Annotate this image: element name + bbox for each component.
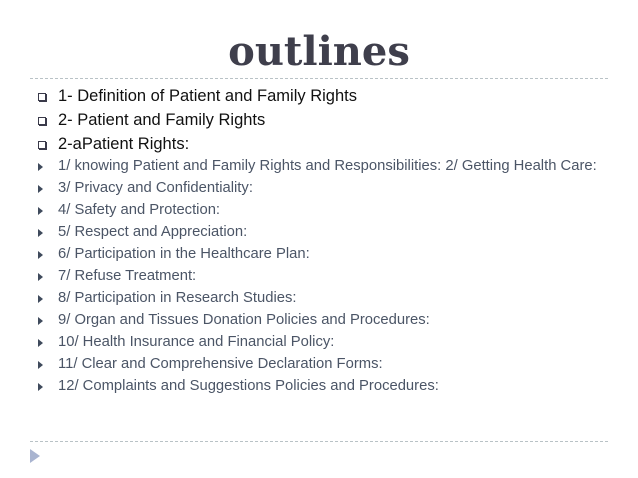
triangle-bullet-icon xyxy=(38,251,43,259)
list-item-text: 9/ Organ and Tissues Donation Policies and Procedures: xyxy=(58,312,430,328)
triangle-bullet-icon xyxy=(38,317,43,325)
bottom-dashed-divider xyxy=(30,441,608,442)
triangle-bullet-icon xyxy=(38,339,43,347)
list-item xyxy=(38,86,608,107)
list-item xyxy=(38,312,608,329)
list-item-text: 8/ Participation in Research Studies: xyxy=(58,290,297,306)
outline-list xyxy=(38,86,608,400)
list-item xyxy=(38,180,608,197)
list-item xyxy=(38,334,608,351)
list-item-text: 5/ Respect and Appreciation: xyxy=(58,224,248,240)
square-bullet-icon xyxy=(38,141,46,149)
list-item xyxy=(38,110,608,131)
list-item-text: 4/ Safety and Protection: xyxy=(58,202,221,218)
list-item xyxy=(38,268,608,285)
corner-arrow-icon xyxy=(30,449,40,463)
list-item xyxy=(38,290,608,307)
triangle-bullet-icon xyxy=(38,229,43,237)
list-item-text: 6/ Participation in the Healthcare Plan: xyxy=(58,246,310,262)
square-bullet-icon xyxy=(38,93,46,101)
triangle-bullet-icon xyxy=(38,295,43,303)
square-bullet-icon xyxy=(38,117,46,125)
list-item-text: 7/ Refuse Treatment: xyxy=(58,268,197,284)
triangle-bullet-icon xyxy=(38,361,43,369)
top-dashed-divider xyxy=(30,78,608,79)
list-item-text: 11/ Clear and Comprehensive Declaration Forms: xyxy=(58,356,383,372)
list-item xyxy=(38,202,608,219)
list-item-text: 1- Definition of Patient and Family Rights xyxy=(58,87,357,105)
triangle-bullet-icon xyxy=(38,185,43,193)
list-item-text: 12/ Complaints and Suggestions Policies and Procedures: xyxy=(58,378,439,394)
list-item-text: 1/ knowing Patient and Family Rights and Responsibilities: 2/ Getting Health Care: xyxy=(58,158,597,174)
list-item-text: 3/ Privacy and Confidentiality: xyxy=(58,180,253,196)
list-item-text: 10/ Health Insurance and Financial Policy: xyxy=(58,334,335,350)
triangle-bullet-icon xyxy=(38,163,43,171)
list-item xyxy=(38,224,608,241)
list-item xyxy=(38,356,608,373)
triangle-bullet-icon xyxy=(38,383,43,391)
list-item xyxy=(38,246,608,263)
list-item xyxy=(38,158,608,175)
list-item xyxy=(38,134,608,155)
list-item xyxy=(38,378,608,395)
list-item-text: 2-aPatient Rights: xyxy=(58,135,190,153)
triangle-bullet-icon xyxy=(38,273,43,281)
triangle-bullet-icon xyxy=(38,207,43,215)
slide-title: outlines xyxy=(228,28,410,75)
list-item-text: 2- Patient and Family Rights xyxy=(58,111,266,129)
